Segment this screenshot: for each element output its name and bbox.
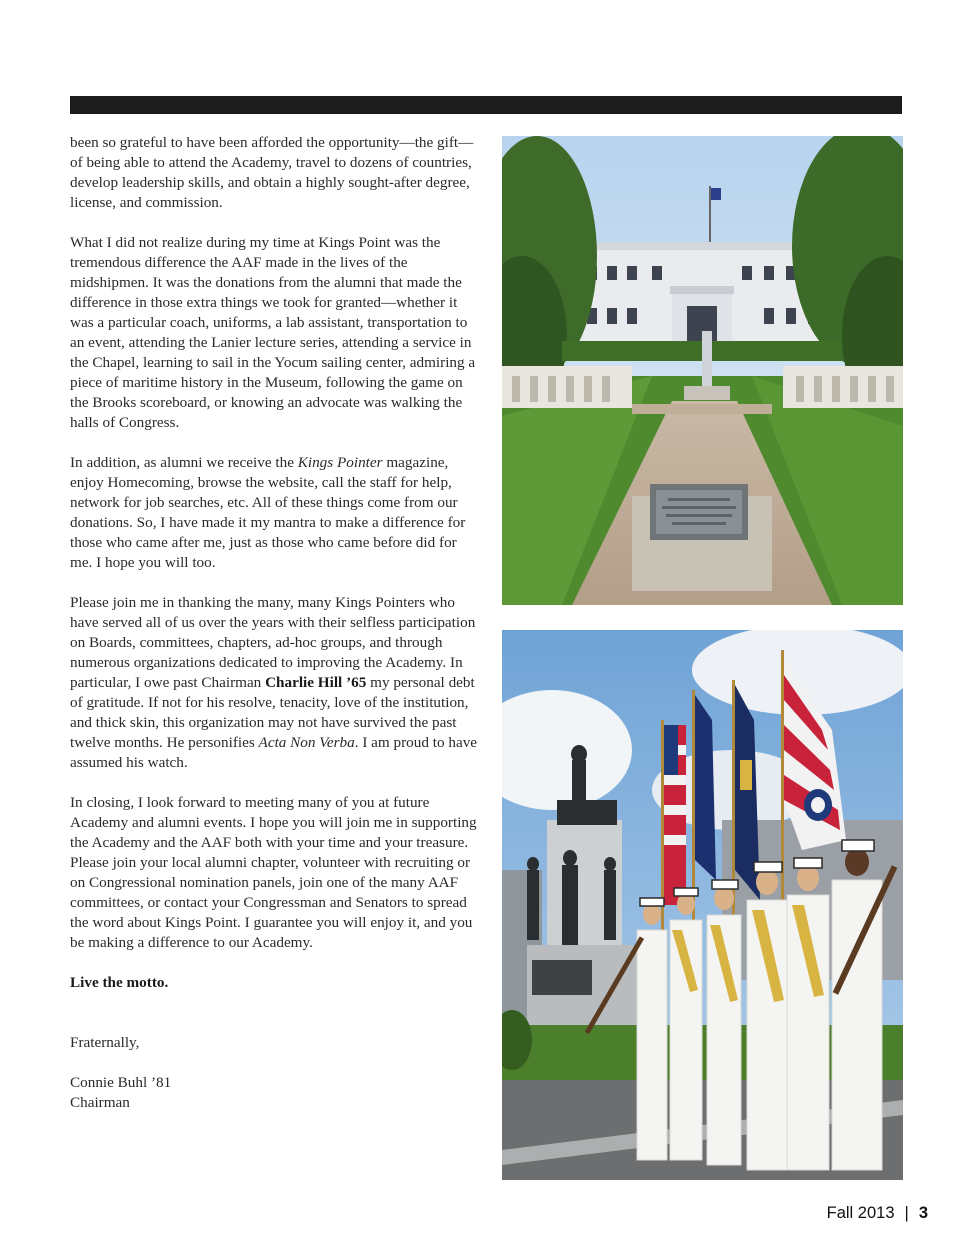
page-number: 3 bbox=[918, 1204, 928, 1222]
footer-separator: | bbox=[904, 1204, 909, 1222]
motto-latin: Acta Non Verba bbox=[258, 734, 355, 751]
closing-line: Fraternally, bbox=[70, 1034, 140, 1051]
article-body bbox=[70, 133, 480, 1113]
paragraph-5: In closing, I look forward to meeting many of you at future Academy and alumni events. I hope you will join me in supporting the Academy and the AAF both with your time and your treasure. Please join your local alumni chapter, volunteer with recruiting or on Congressional nomination panels, join one of the many AAF committees, or contact your Congressman and Senators to spread the word about Kings Point. I guarantee you will enjoy it, and you be making a difference to our Academy. bbox=[70, 794, 477, 951]
magazine-title: Kings Pointer bbox=[297, 454, 383, 471]
paragraph-4: Please join me in thanking the many, many Kings Pointers who have served all of us over the years with their selfless participation on Boards, committees, chapters, ad-hoc groups, and through numerous organizations dedicated to improving the Academy. In particular, I owe past Chairman Charlie Hill ’65 my personal debt of gratitude. If not for his resolve, tenacity, love of the institution, and thick skin, this organization may not have survived the past twelve months. He personifies Acta Non Verba. I am proud to have assumed his watch. bbox=[70, 594, 478, 771]
paragraph-3: In addition, as alumni we receive the Kings Pointer magazine, enjoy Homecoming, browse the website, call the staff for help, network for job searches, etc. All of these things come from our donations. So, I have made it my mantra to make a difference for those who came after me, just as those who came before did for me. I hope you will too. bbox=[70, 454, 466, 571]
paragraph-2: What I did not realize during my time at Kings Point was the tremendous difference the AAF made in the lives of the midshipmen. It was the donations from the alumni that made the difference in those extra things we took for granted—whether it was a particular coach, uniforms, a lab assistant, transportation to an event, attending the Lanier lecture series, attending a service in the Chapel, learning to sail in the Yocum sailing center, admiring a piece of maritime history in the Museum, following the game on the Brooks scoreboard, or knowing an advocate was walking the halls of Congress. bbox=[70, 234, 476, 431]
honoree-name: Charlie Hill ’65 bbox=[265, 674, 367, 691]
paragraph-1: been so grateful to have been afforded the opportunity—the gift—of being able to attend the Academy, travel to dozens of countries, develop leadership skills, and obtain a highly sought-after degree, license, and commission. bbox=[70, 134, 474, 211]
header-bar bbox=[70, 96, 902, 114]
color-guard-photo bbox=[502, 630, 903, 1180]
issue-label: Fall 2013 bbox=[826, 1204, 895, 1222]
building-photo bbox=[502, 136, 903, 605]
page-footer bbox=[827, 1204, 928, 1223]
signature-title: Chairman bbox=[70, 1094, 130, 1111]
motto-line: Live the motto. bbox=[70, 974, 169, 991]
signature-name: Connie Buhl ’81 bbox=[70, 1074, 172, 1091]
